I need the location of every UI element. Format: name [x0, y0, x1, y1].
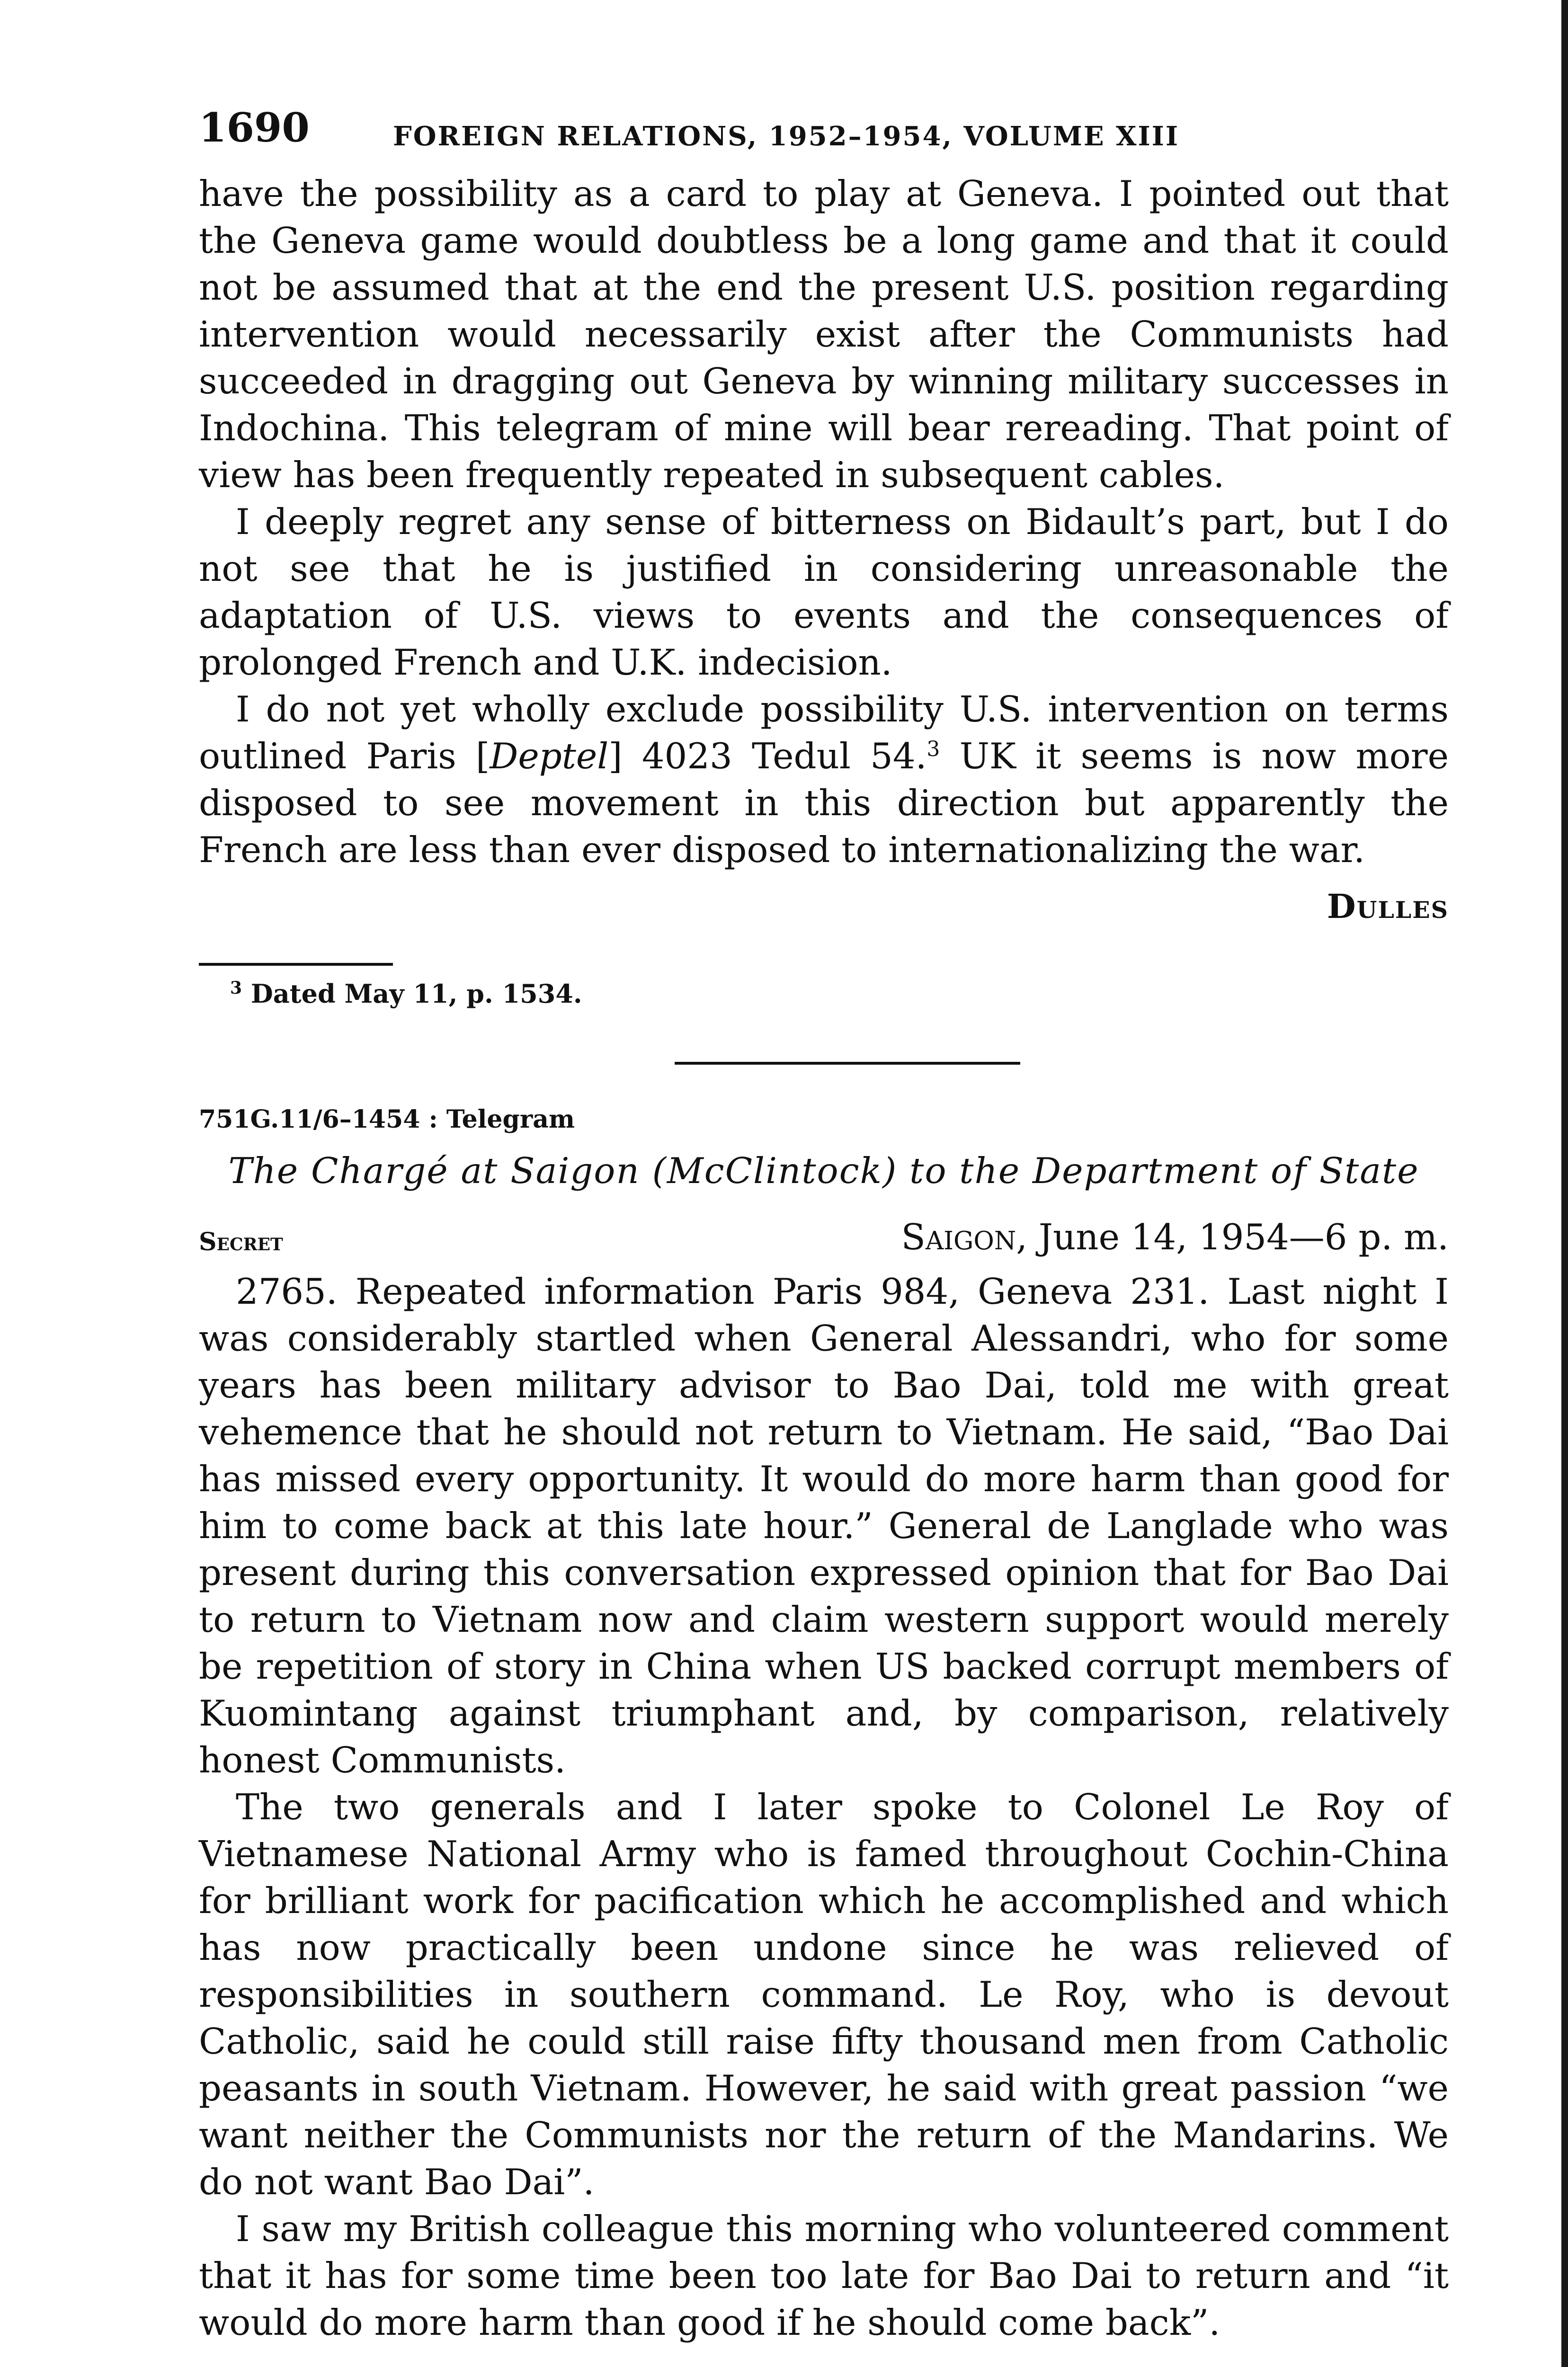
previous-document-body: [199, 170, 1449, 930]
document-id: 751G.11/6–1454 : Telegram: [199, 1105, 575, 1134]
signature: Dulles: [1327, 887, 1449, 926]
classification-row: [199, 1216, 1449, 1268]
paragraph-text: UK it seems is now more disposed to see movement in this direction but apparently the French are less than ever disposed to internationalizing the war.: [199, 735, 1449, 871]
paragraph-text: ] 4023 Tedul 54.: [608, 735, 927, 777]
page-number: 1690: [199, 104, 310, 151]
paragraph: I saw my British colleague this morning who volunteered comment that it has for some time been too late for Bao Dai to return and “it would do more harm than good if he should come back”.: [199, 2208, 1449, 2343]
dateline: [901, 1216, 1449, 1258]
page-header: [199, 90, 1449, 170]
dateline-date: , June 14, 1954—6 p. m.: [1016, 1216, 1449, 1258]
section-divider: [675, 1062, 1020, 1065]
paragraph: 2765. Repeated information Paris 984, Geneva 231. Last night I was considerably startled when General Alessandri, who for some years has been military advisor to Bao Dai, told me with great vehemence that he should not return to Vietnam. He said, “Bao Dai has missed every opportunity. It would do more harm than good for him to come back at this late hour.” General de Langlade who was present during this conversation expressed opinion that for Bao Dai to return to Vietnam now and claim western support would merely be repetition of story in China when US backed corrupt members of Kuomintang against triumphant and, by comparison, relatively honest Communists.: [199, 1271, 1449, 1781]
telegram-body: [199, 1268, 1449, 2346]
footnote-mark: 3: [230, 978, 242, 998]
footnote: [199, 978, 1449, 1009]
paragraph: I deeply regret any sense of bitterness on Bidault’s part, but I do not see that he is justified in considering unreasonable the adaptation of U.S. views to events and the consequences of prolonged French and U.K. indecision.: [199, 501, 1449, 683]
footnote-text: Dated May 11, p. 1534.: [242, 979, 582, 1009]
footnote-reference: 3: [927, 737, 940, 761]
paragraph-with-footnote-ref: [199, 686, 1449, 873]
paragraph-continued: have the possibility as a card to play at Geneva. I pointed out that the Geneva game would doubtless be a long game and that it could not be assumed that at the end the present U.S. position regarding intervention would necessarily exist after the Communists had succeeded in dragging out Geneva by winning military successes in Indochina. This telegram of mine will bear rereading. That point of view has been frequently repeated in subsequent cables.: [199, 173, 1449, 496]
classification-label: Secret: [199, 1228, 283, 1256]
paragraph: The two generals and I later spoke to Colonel Le Roy of Vietnamese National Army who is famed throughout Cochin-China for brilliant work for pacification which he accomplished and which has now practically been undone since he was relieved of responsibilities in southern command. Le Roy, who is devout Catholic, said he could still raise fifty thousand men from Catholic peasants in south Vietnam. However, he said with great passion “we want neither the Communists nor the return of the Mandarins. We do not want Bao Dai”.: [199, 1786, 1449, 2203]
paragraph-text: I do not yet wholly exclude possibility U.S. intervention on terms outlined Paris [: [199, 688, 1449, 777]
document-page: [199, 90, 1449, 2346]
deptel-italic: Deptel: [490, 735, 609, 777]
document-title: The Chargé at Saigon (McClintock) to the Department of State: [228, 1150, 1419, 1192]
running-head: FOREIGN RELATIONS, 1952–1954, VOLUME XIII: [393, 121, 1180, 152]
dateline-place: Saigon: [901, 1216, 1016, 1258]
footnote-rule: [199, 963, 393, 966]
